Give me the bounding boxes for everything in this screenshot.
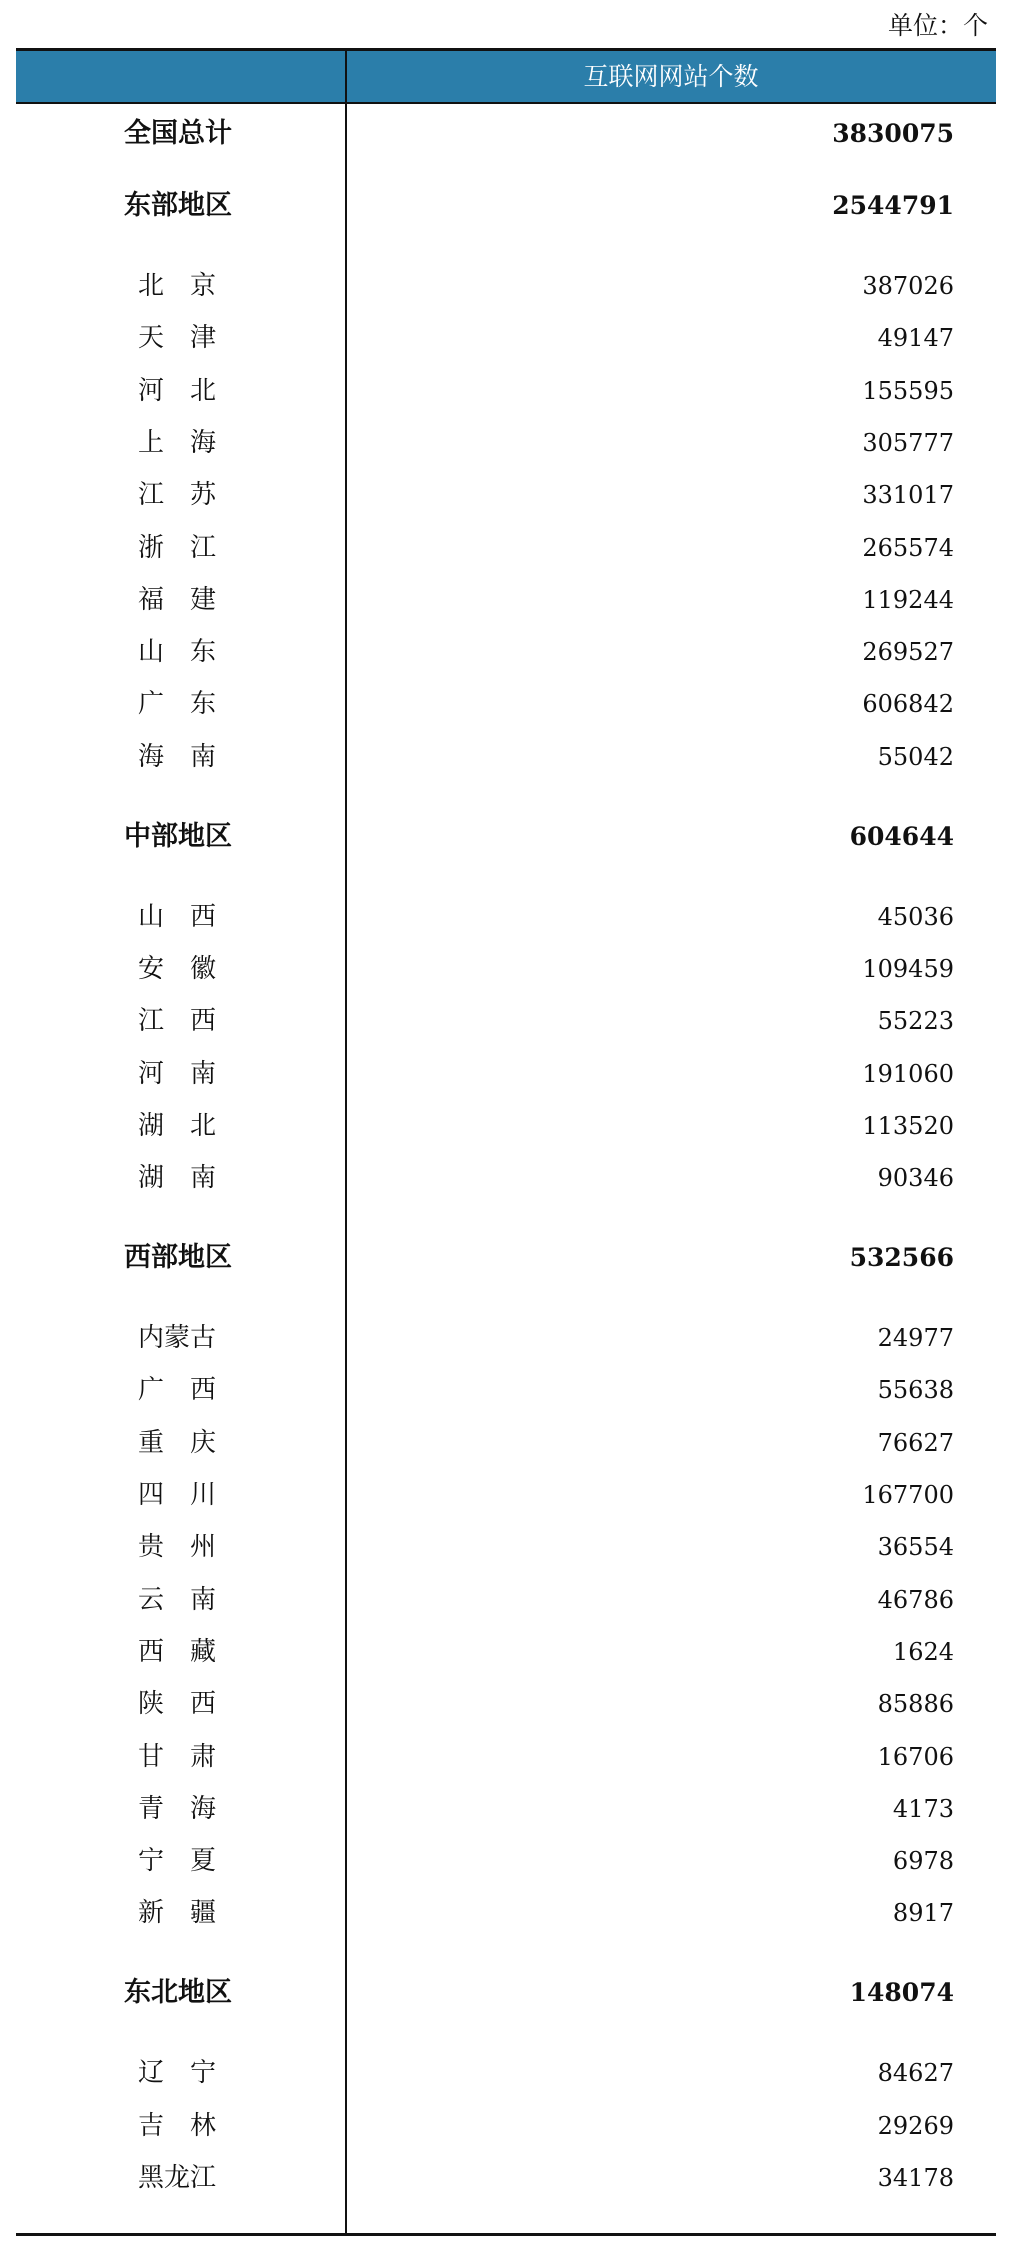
website-count-value: 16706: [877, 1743, 954, 1771]
province-name: 重 庆: [138, 1428, 217, 1458]
website-count-value: 90346: [877, 1164, 954, 1192]
table-row: [16, 312, 996, 364]
website-count-value: 305777: [862, 429, 954, 457]
table-row: [16, 1417, 996, 1469]
website-count-value: 119244: [862, 586, 954, 614]
province-name: 云 南: [138, 1585, 217, 1615]
website-count-value: 113520: [862, 1112, 954, 1140]
website-count-value: 532566: [849, 1243, 954, 1272]
table-row: [16, 1312, 996, 1364]
table-row: [16, 1626, 996, 1678]
province-name: 北 京: [138, 271, 217, 301]
website-count-value: 46786: [877, 1586, 954, 1614]
website-count-value: 3830075: [832, 119, 954, 148]
website-count-value: 269527: [862, 638, 954, 666]
table-row: [16, 731, 996, 783]
region-name: 东部地区: [124, 190, 232, 221]
table-row: [16, 260, 996, 312]
website-count-value: 167700: [862, 1481, 954, 1509]
website-count-value: 55638: [877, 1376, 954, 1404]
website-count-value: 6978: [892, 1847, 954, 1875]
website-count-value: 2544791: [832, 191, 954, 220]
province-name: 内蒙古: [138, 1323, 217, 1353]
website-count-value: 148074: [849, 1978, 954, 2007]
table-row: [16, 1521, 996, 1573]
table-row: [16, 417, 996, 469]
province-name: 四 川: [138, 1480, 217, 1510]
table-row: [16, 626, 996, 678]
province-name: 安 徽: [138, 954, 217, 984]
province-name: 河 南: [138, 1059, 217, 1089]
province-name: 浙 江: [138, 533, 217, 563]
table-row: [16, 943, 996, 995]
table-header: [16, 48, 996, 104]
website-count-value: 49147: [877, 324, 954, 352]
region-total-row: [16, 1232, 996, 1284]
column-header: 互联网网站个数: [583, 62, 759, 91]
province-name: 海 南: [138, 742, 217, 772]
table-row: [16, 1887, 996, 1939]
table-row: [16, 1731, 996, 1783]
province-name: 新 疆: [138, 1898, 217, 1928]
website-count-value: 8917: [892, 1899, 954, 1927]
website-count-value: 29269: [877, 2112, 954, 2140]
region-total-row: [16, 180, 996, 232]
region-name: 东北地区: [124, 1977, 232, 2008]
website-count-value: 45036: [877, 903, 954, 931]
table-row: [16, 678, 996, 730]
table-row: [16, 891, 996, 943]
column-divider: [345, 48, 347, 2236]
province-name: 西 藏: [138, 1637, 217, 1667]
province-name: 广 西: [138, 1375, 217, 1405]
table-row: [16, 2047, 996, 2099]
website-count-value: 191060: [862, 1060, 954, 1088]
region-name: 中部地区: [124, 821, 232, 852]
unit-label: 单位：个: [887, 11, 988, 40]
province-name: 吉 林: [138, 2111, 217, 2141]
table-row: [16, 2152, 996, 2204]
table-row: [16, 1678, 996, 1730]
website-count-value: 4173: [892, 1795, 954, 1823]
website-count-value: 55223: [877, 1007, 954, 1035]
table-row: [16, 1152, 996, 1204]
website-count-value: 1624: [892, 1638, 954, 1666]
province-name: 福 建: [138, 585, 217, 615]
province-name: 湖 北: [138, 1111, 217, 1141]
website-count-value: 34178: [877, 2164, 954, 2192]
province-name: 上 海: [138, 428, 217, 458]
website-count-value: 55042: [877, 743, 954, 771]
table-row: [16, 1783, 996, 1835]
website-count-value: 155595: [862, 377, 954, 405]
province-name: 广 东: [138, 689, 217, 719]
table-row: [16, 1469, 996, 1521]
table-row: [16, 1364, 996, 1416]
province-name: 辽 宁: [138, 2058, 217, 2088]
table-row: [16, 365, 996, 417]
table-row: [16, 1574, 996, 1626]
website-count-value: 76627: [877, 1429, 954, 1457]
website-count-value: 24977: [877, 1324, 954, 1352]
website-count-value: 84627: [877, 2059, 954, 2087]
region-total-row: [16, 811, 996, 863]
region-name: 全国总计: [124, 118, 232, 149]
table-row: [16, 1100, 996, 1152]
province-name: 湖 南: [138, 1163, 217, 1193]
table-row: [16, 1048, 996, 1100]
region-total-row: [16, 1967, 996, 2019]
website-count-value: 265574: [862, 534, 954, 562]
table-row: [16, 1835, 996, 1887]
province-name: 江 苏: [138, 480, 217, 510]
province-name: 甘 肃: [138, 1742, 217, 1772]
website-count-value: 331017: [862, 481, 954, 509]
website-count-value: 36554: [877, 1533, 954, 1561]
website-count-value: 387026: [862, 272, 954, 300]
table-row: [16, 574, 996, 626]
province-name: 山 西: [138, 902, 217, 932]
province-name: 河 北: [138, 376, 217, 406]
website-count-value: 85886: [877, 1690, 954, 1718]
province-name: 山 东: [138, 637, 217, 667]
region-total-row: [16, 108, 996, 160]
province-name: 天 津: [138, 323, 217, 353]
table-bottom-rule: [16, 2233, 996, 2236]
website-count-value: 109459: [862, 955, 954, 983]
website-count-table: [16, 48, 996, 2236]
province-name: 宁 夏: [138, 1846, 217, 1876]
table-row: [16, 522, 996, 574]
province-name: 江 西: [138, 1006, 217, 1036]
region-name: 西部地区: [124, 1242, 232, 1273]
table-row: [16, 995, 996, 1047]
table-row: [16, 469, 996, 521]
province-name: 贵 州: [138, 1532, 217, 1562]
province-name: 黑龙江: [138, 2163, 217, 2193]
website-count-value: 604644: [849, 822, 954, 851]
province-name: 青 海: [138, 1794, 217, 1824]
table-row: [16, 2100, 996, 2152]
website-count-value: 606842: [862, 690, 954, 718]
province-name: 陕 西: [138, 1689, 217, 1719]
